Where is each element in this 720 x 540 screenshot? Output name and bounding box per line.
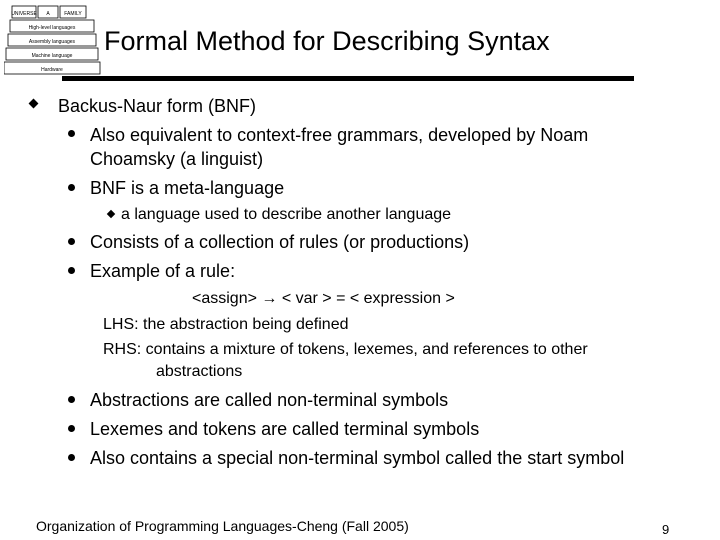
bullet-start-symbol: Also contains a special non-terminal symbol called the start symbol [90, 448, 625, 468]
bullet-terminal: Lexemes and tokens are called terminal symbols [90, 419, 480, 439]
dot-bullet-icon [68, 238, 75, 245]
bullet-main: Backus-Naur form (BNF) [58, 96, 257, 116]
diamond-bullet-icon [107, 210, 115, 218]
dot-bullet-icon [68, 184, 75, 191]
logo-block-1: UNIVERSE [11, 11, 37, 17]
page-number: 9 [662, 522, 670, 537]
bullet-cfg-line2: Choamsky (a linguist) [90, 149, 264, 169]
dot-bullet-icon [68, 425, 75, 432]
logo-block-7: Hardware [41, 67, 63, 73]
logo-block-5: Assembly languages [28, 39, 76, 45]
bullet-meta-language: BNF is a meta-language [90, 178, 285, 198]
title-divider [62, 76, 634, 81]
bullet-non-terminal: Abstractions are called non-terminal symbols [90, 390, 449, 410]
footer-text: Organization of Programming Languages-Cheng (Fall 2005) [36, 518, 409, 534]
slide-title: Formal Method for Describing Syntax [104, 26, 550, 56]
dot-bullet-icon [68, 267, 75, 274]
bullet-rules: Consists of a collection of rules (or productions) [90, 232, 470, 252]
logo-block-3: FAMILY [64, 11, 82, 17]
dot-bullet-icon [68, 454, 75, 461]
rhs-description-line2: abstractions [156, 363, 243, 380]
lhs-description: LHS: the abstraction being defined [103, 316, 349, 333]
bullet-meta-language-definition: a language used to describe another language [121, 206, 452, 223]
bullet-cfg-line1: Also equivalent to context-free grammars, developed by Noam [90, 125, 589, 145]
rhs-description-line1: RHS: contains a mixture of tokens, lexemes, and references to other [103, 341, 588, 358]
logo-block-4: High-level languages [28, 25, 76, 31]
logo-block-2: A [46, 11, 50, 17]
dot-bullet-icon [68, 130, 75, 137]
diamond-bullet-icon [29, 99, 39, 109]
rule-example: <assign> → < var > = < expression > [192, 290, 455, 307]
dot-bullet-icon [68, 396, 75, 403]
logo-block-6: Machine language [31, 53, 73, 59]
layered-pyramid-logo [4, 4, 104, 76]
bullet-example: Example of a rule: [90, 261, 236, 281]
